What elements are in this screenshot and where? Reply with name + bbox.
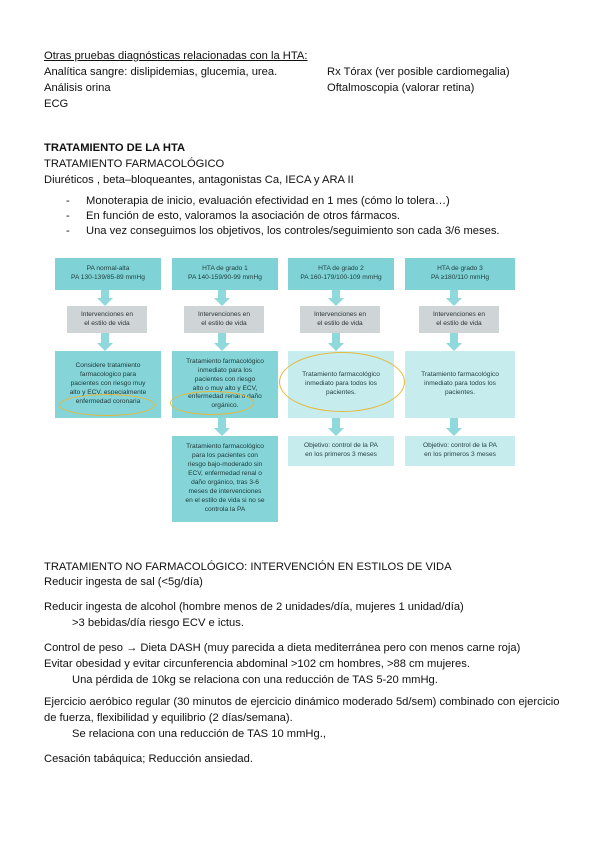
drug-list: Diuréticos , beta–bloqueantes, antagonistas Ca, IECA y ARA II xyxy=(44,174,354,186)
treatment-box: Tratamiento farmacológico inmediato para todos los pacientes. xyxy=(405,351,515,418)
bullet-item xyxy=(0,225,600,241)
highlight-oval xyxy=(279,352,405,412)
bullet-marker: - xyxy=(66,210,70,222)
exercise-note: Se relaciona con una reducción de TAS 10 mmHg., xyxy=(72,728,326,740)
bullet-text: En función de esto, valoramos la asociación de otros fármacos. xyxy=(86,210,401,222)
other-tests-title: Otras pruebas diagnósticas relacionadas con la HTA: xyxy=(44,50,308,62)
non-pharm-heading: TRATAMIENTO NO FARMACOLÓGICO: INTERVENCIÓN EN ESTILOS DE VIDA xyxy=(44,561,452,573)
bullet-text: Una vez conseguimos los objetivos, los controles/seguimiento son cada 3/6 meses. xyxy=(86,225,500,237)
hta-flowchart xyxy=(55,258,520,523)
highlight-oval xyxy=(170,391,254,415)
other-tests-left-1: Analítica sangre: dislipidemias, glucemia, urea. xyxy=(44,66,278,78)
bullet-text: Monoterapia de inicio, evaluación efectividad en 1 mes (cómo lo tolera…) xyxy=(86,195,450,207)
grade-normal-high-header: PA normal-alta PA 130-139/85-89 mmHg xyxy=(55,258,161,290)
obesity-text: Evitar obesidad y evitar circunferencia abdominal >102 cm hombres, >88 cm mujeres. xyxy=(44,658,470,670)
exercise-text-2: de fuerza, flexibilidad y equilibrio (2 días/semana). xyxy=(44,712,293,724)
other-tests-left-3: ECG xyxy=(44,98,69,110)
grade-3-header: HTA de grado 3 PA ≥180/110 mmHg xyxy=(405,258,515,290)
bullet-item xyxy=(0,210,600,226)
lifestyle-box: Intervenciones en el estilo de vida xyxy=(184,306,264,333)
weight-note: Una pérdida de 10kg se relaciona con una reducción de TAS 5-20 mmHg. xyxy=(72,674,438,686)
alcohol-note: >3 bebidas/día riesgo ECV e ictus. xyxy=(72,617,244,629)
objective-box: Objetivo: control de la PA en los primeros 3 meses xyxy=(288,436,394,466)
treatment-box: Tratamiento farmacológico inmediato para todos los pacientes. xyxy=(288,351,394,418)
bullet-item xyxy=(0,195,600,211)
delayed-treatment-box: Tratamiento farmacológico para los pacientes con riesgo bajo-moderado sin ECV, enfermedad renal o daño orgánico, tras 3-6 meses de intervenciones en el estilo de vida si no se controla la PA xyxy=(172,436,278,522)
lifestyle-box: Intervenciones en el estilo de vida xyxy=(419,306,499,333)
salt-text: Reducir ingesta de sal (<5g/día) xyxy=(44,576,203,588)
grade-2-header: HTA de grado 2 PA 160-179/100-109 mmHg xyxy=(288,258,394,290)
treatment-box: Tratamiento farmacológico inmediato para los pacientes con riesgo alto o muy alto y ECV, enfermedad renal o daño orgánico. xyxy=(172,351,278,418)
lifestyle-box: Intervenciones en el estilo de vida xyxy=(67,306,147,333)
smoking-text: Cesación tabáquica; Reducción ansiedad. xyxy=(44,753,253,765)
other-tests-right-1: Rx Tórax (ver posible cardiomegalia) xyxy=(327,66,510,78)
grade-1-header: HTA de grado 1 PA 140-159/90-99 mmHg xyxy=(172,258,278,290)
pharm-heading: TRATAMIENTO FARMACOLÓGICO xyxy=(44,158,225,170)
exercise-text-1: Ejercicio aeróbico regular (30 minutos de ejercicio dinámico moderado 5d/sem) combinado con ejercicio xyxy=(44,696,560,708)
alcohol-text: Reducir ingesta de alcohol (hombre menos de 2 unidades/día, mujeres 1 unidad/día) xyxy=(44,601,464,613)
other-tests-right-2: Oftalmoscopia (valorar retina) xyxy=(327,82,475,94)
treatment-box: Considere tratamiento farmacologico para pacientes con riesgo muy alto y ECV, especialmente enfermedad coronaria xyxy=(55,351,161,418)
weight-text: Control de peso → Dieta DASH (muy parecida a dieta mediterránea pero con menos carne roja) xyxy=(44,642,521,654)
lifestyle-box: Intervenciones en el estilo de vida xyxy=(300,306,380,333)
bullet-marker: - xyxy=(66,225,70,237)
bullet-marker: - xyxy=(66,195,70,207)
objective-box: Objetivo: control de la PA en los primeros 3 meses xyxy=(405,436,515,466)
other-tests-left-2: Análisis orina xyxy=(44,82,111,94)
treatment-heading: TRATAMIENTO DE LA HTA xyxy=(44,142,186,154)
highlight-oval xyxy=(59,394,155,416)
